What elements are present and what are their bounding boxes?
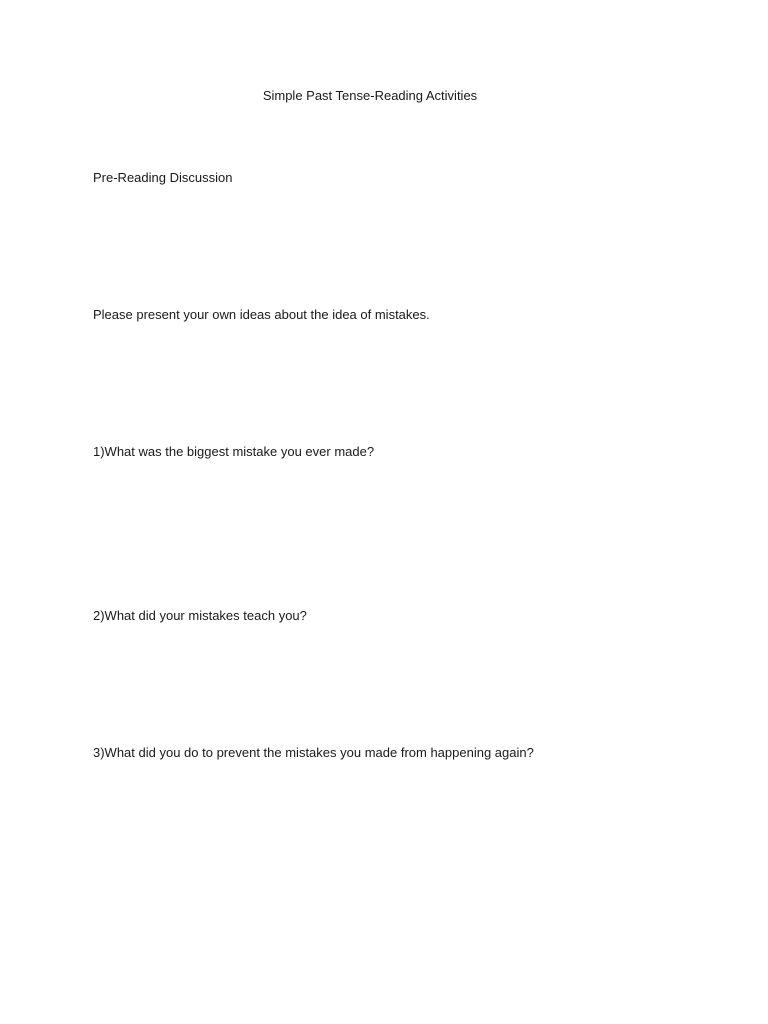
section-heading: Pre-Reading Discussion: [93, 170, 233, 185]
question-3: 3)What did you do to prevent the mistakes you made from happening again?: [93, 745, 534, 760]
question-1: 1)What was the biggest mistake you ever made?: [93, 444, 375, 459]
document-title: Simple Past Tense-Reading Activities: [262, 88, 478, 103]
discussion-prompt: Please present your own ideas about the idea of mistakes.: [93, 307, 430, 322]
question-2: 2)What did your mistakes teach you?: [93, 608, 307, 623]
